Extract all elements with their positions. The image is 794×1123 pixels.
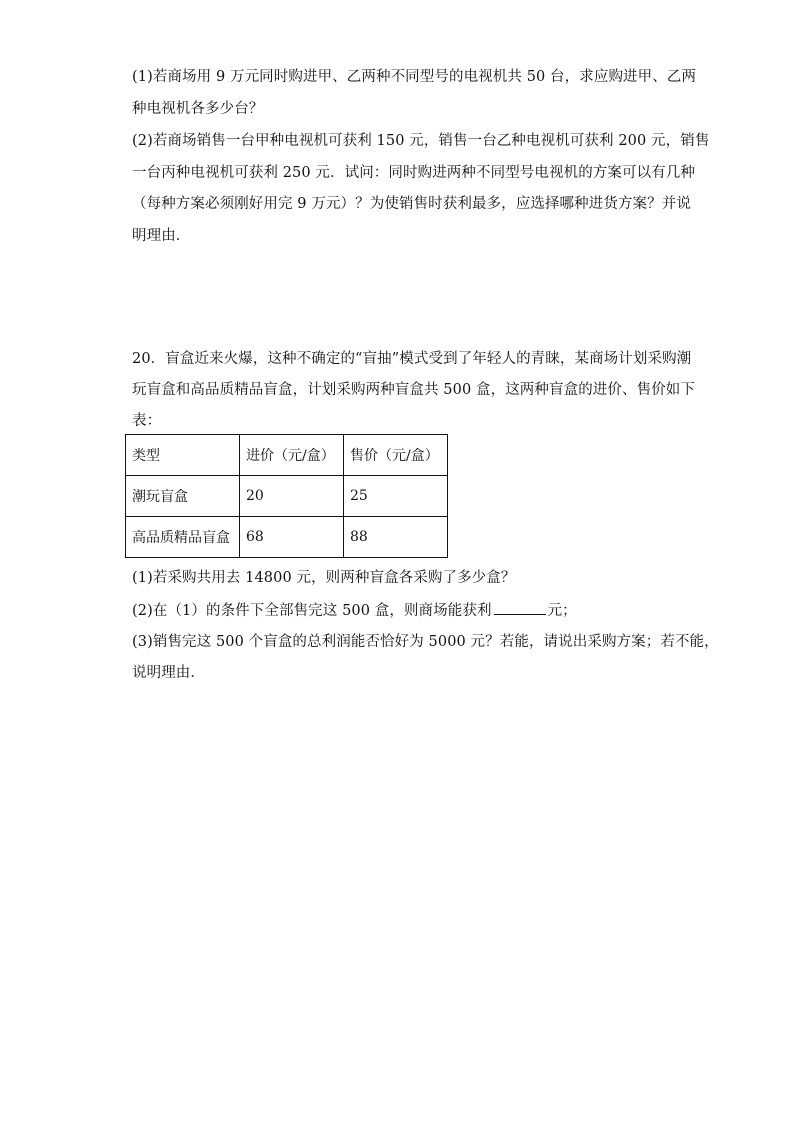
- q20-intro-line3: 表：: [132, 413, 162, 429]
- q19-part2-line4: 明理由．: [132, 228, 191, 244]
- table-header-cell: 类型: [126, 435, 240, 476]
- q20-part3-line1: (3)销售完这 500 个盲盒的总利润能否恰好为 5000 元？若能，请说出采购方案；若不能，: [132, 634, 719, 650]
- q19-part2-line1: (2)若商场销售一台甲种电视机可获利 150 元，销售一台乙种电视机可获利 200 元，销售: [132, 133, 710, 149]
- q20-part3-line2: 说明理由．: [132, 665, 205, 681]
- table-header-row: [126, 435, 448, 476]
- table-cell: 25: [344, 476, 448, 517]
- table-header-cell: 进价（元/盒）: [240, 435, 344, 476]
- q19-part2-line3: （每种方案必须刚好用完 9 万元）？为使销售时获利最多，应选择哪种进货方案？并说: [132, 196, 691, 212]
- q20-part2: [132, 600, 672, 621]
- table-row: [126, 476, 448, 517]
- table-cell: 潮玩盲盒: [126, 476, 240, 517]
- q20-part2-after: 元；: [547, 603, 577, 619]
- q20-intro-line1: 20．盲盒近来火爆，这种不确定的“盲抽”模式受到了年轻人的青睐，某商场计划采购潮: [132, 351, 692, 367]
- q19-part1-line2: 种电视机各多少台？: [132, 101, 264, 117]
- table-cell: 88: [344, 517, 448, 558]
- table-cell: 20: [240, 476, 344, 517]
- table-cell: 高品质精品盲盒: [126, 517, 240, 558]
- price-table: [125, 434, 448, 558]
- q20-part1: (1)若采购共用去 14800 元，则两种盲盒各采购了多少盒？: [132, 570, 516, 586]
- table-row: [126, 517, 448, 558]
- q19-part2-line2: 一台丙种电视机可获利 250 元．试问：同时购进两种不同型号电视机的方案可以有几种: [132, 165, 695, 181]
- q20-intro-line2: 玩盲盒和高品质精品盲盒，计划采购两种盲盒共 500 盒，这两种盲盒的进价、售价如下: [132, 382, 695, 398]
- q20-part2-before: (2)在（1）的条件下全部售完这 500 盒，则商场能获利: [132, 603, 492, 619]
- answer-blank[interactable]: [494, 600, 546, 615]
- table-cell: 68: [240, 517, 344, 558]
- q19-part1-line1: (1)若商场用 9 万元同时购进甲、乙两种不同型号的电视机共 50 台，求应购进甲、乙两: [132, 69, 697, 85]
- table-header-cell: 售价（元/盒）: [344, 435, 448, 476]
